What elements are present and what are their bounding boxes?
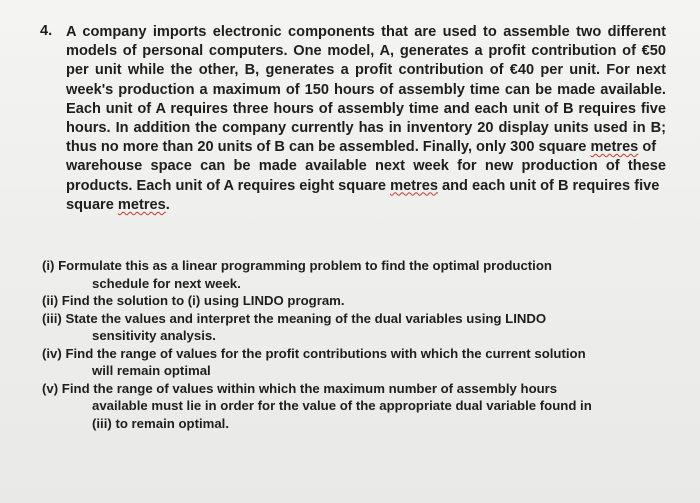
text-segment: products. Each unit of A requires eight square <box>66 177 391 194</box>
sub-question-line <box>42 345 652 363</box>
question-line: models of personal computers. One model, A, generates a profit contribution of €50 <box>66 43 666 60</box>
sub-question-text: Formulate this as a linear programming problem to find the optimal production <box>58 258 552 273</box>
spellcheck-word: metres <box>590 139 639 156</box>
text-segment: thus no more than 20 units of B can be assembled. Finally, only 300 square <box>66 139 591 156</box>
sub-question <box>42 310 652 345</box>
sub-question-text: State the values and interpret the meaning of the dual variables using LINDO <box>65 310 547 326</box>
sub-question <box>42 345 652 380</box>
sub-questions-list <box>42 257 652 432</box>
question-line <box>66 196 666 215</box>
text-segment: square <box>66 196 118 213</box>
sub-question-label: (v) <box>42 380 59 396</box>
sub-question-continuation: sensitivity analysis. <box>92 328 216 343</box>
sub-question-label: (iii) <box>42 310 62 326</box>
question-body <box>66 23 666 215</box>
question-line: warehouse space can be made available next week for new production of these <box>66 158 666 175</box>
sub-question-text: Find the solution to (i) using LINDO program. <box>61 293 345 308</box>
text-segment: . <box>165 196 170 213</box>
sub-question-line <box>42 380 652 398</box>
text-segment: and each unit of B requires five <box>437 177 660 194</box>
sub-question <box>42 257 652 292</box>
question-line <box>66 177 666 196</box>
question-line: A company imports electronic components that are used to assemble two different <box>66 24 666 40</box>
sub-question <box>42 380 652 433</box>
sub-question-continuation: schedule for next week. <box>92 275 241 291</box>
sub-question-line <box>42 310 652 328</box>
question-line: week's production a maximum of 150 hours of assembly time can be made available. <box>66 81 666 98</box>
sub-question-label: (ii) <box>42 293 59 308</box>
question-line: hours. In addition the company currently has in inventory 20 display units used in B; <box>66 120 666 137</box>
question-number: 4. <box>40 23 53 39</box>
question-line <box>66 138 666 157</box>
sub-question-continuation: will remain optimal <box>92 363 211 378</box>
sub-question-continuation: available must lie in order for the value of the appropriate dual variable found in <box>92 398 592 413</box>
sub-question-continuation: (iii) to remain optimal. <box>92 415 230 431</box>
spellcheck-word: metres <box>117 196 166 213</box>
question-line: Each unit of A requires three hours of assembly time and each unit of B requires five <box>66 100 666 117</box>
sub-question-label: (i) <box>42 258 55 273</box>
question-line: per unit while the other, B, generates a profit contribution of €40 per unit. For next <box>66 62 666 79</box>
sub-question-line <box>42 257 652 275</box>
sub-question-line <box>42 292 652 310</box>
sub-question <box>42 292 652 310</box>
text-segment: of <box>638 139 657 156</box>
sub-question-text: Find the range of values for the profit contributions with which the current solution <box>65 345 586 361</box>
spellcheck-word: metres <box>390 177 438 194</box>
sub-question-label: (iv) <box>42 345 62 361</box>
sub-question-text: Find the range of values within which the maximum number of assembly hours <box>61 380 558 396</box>
